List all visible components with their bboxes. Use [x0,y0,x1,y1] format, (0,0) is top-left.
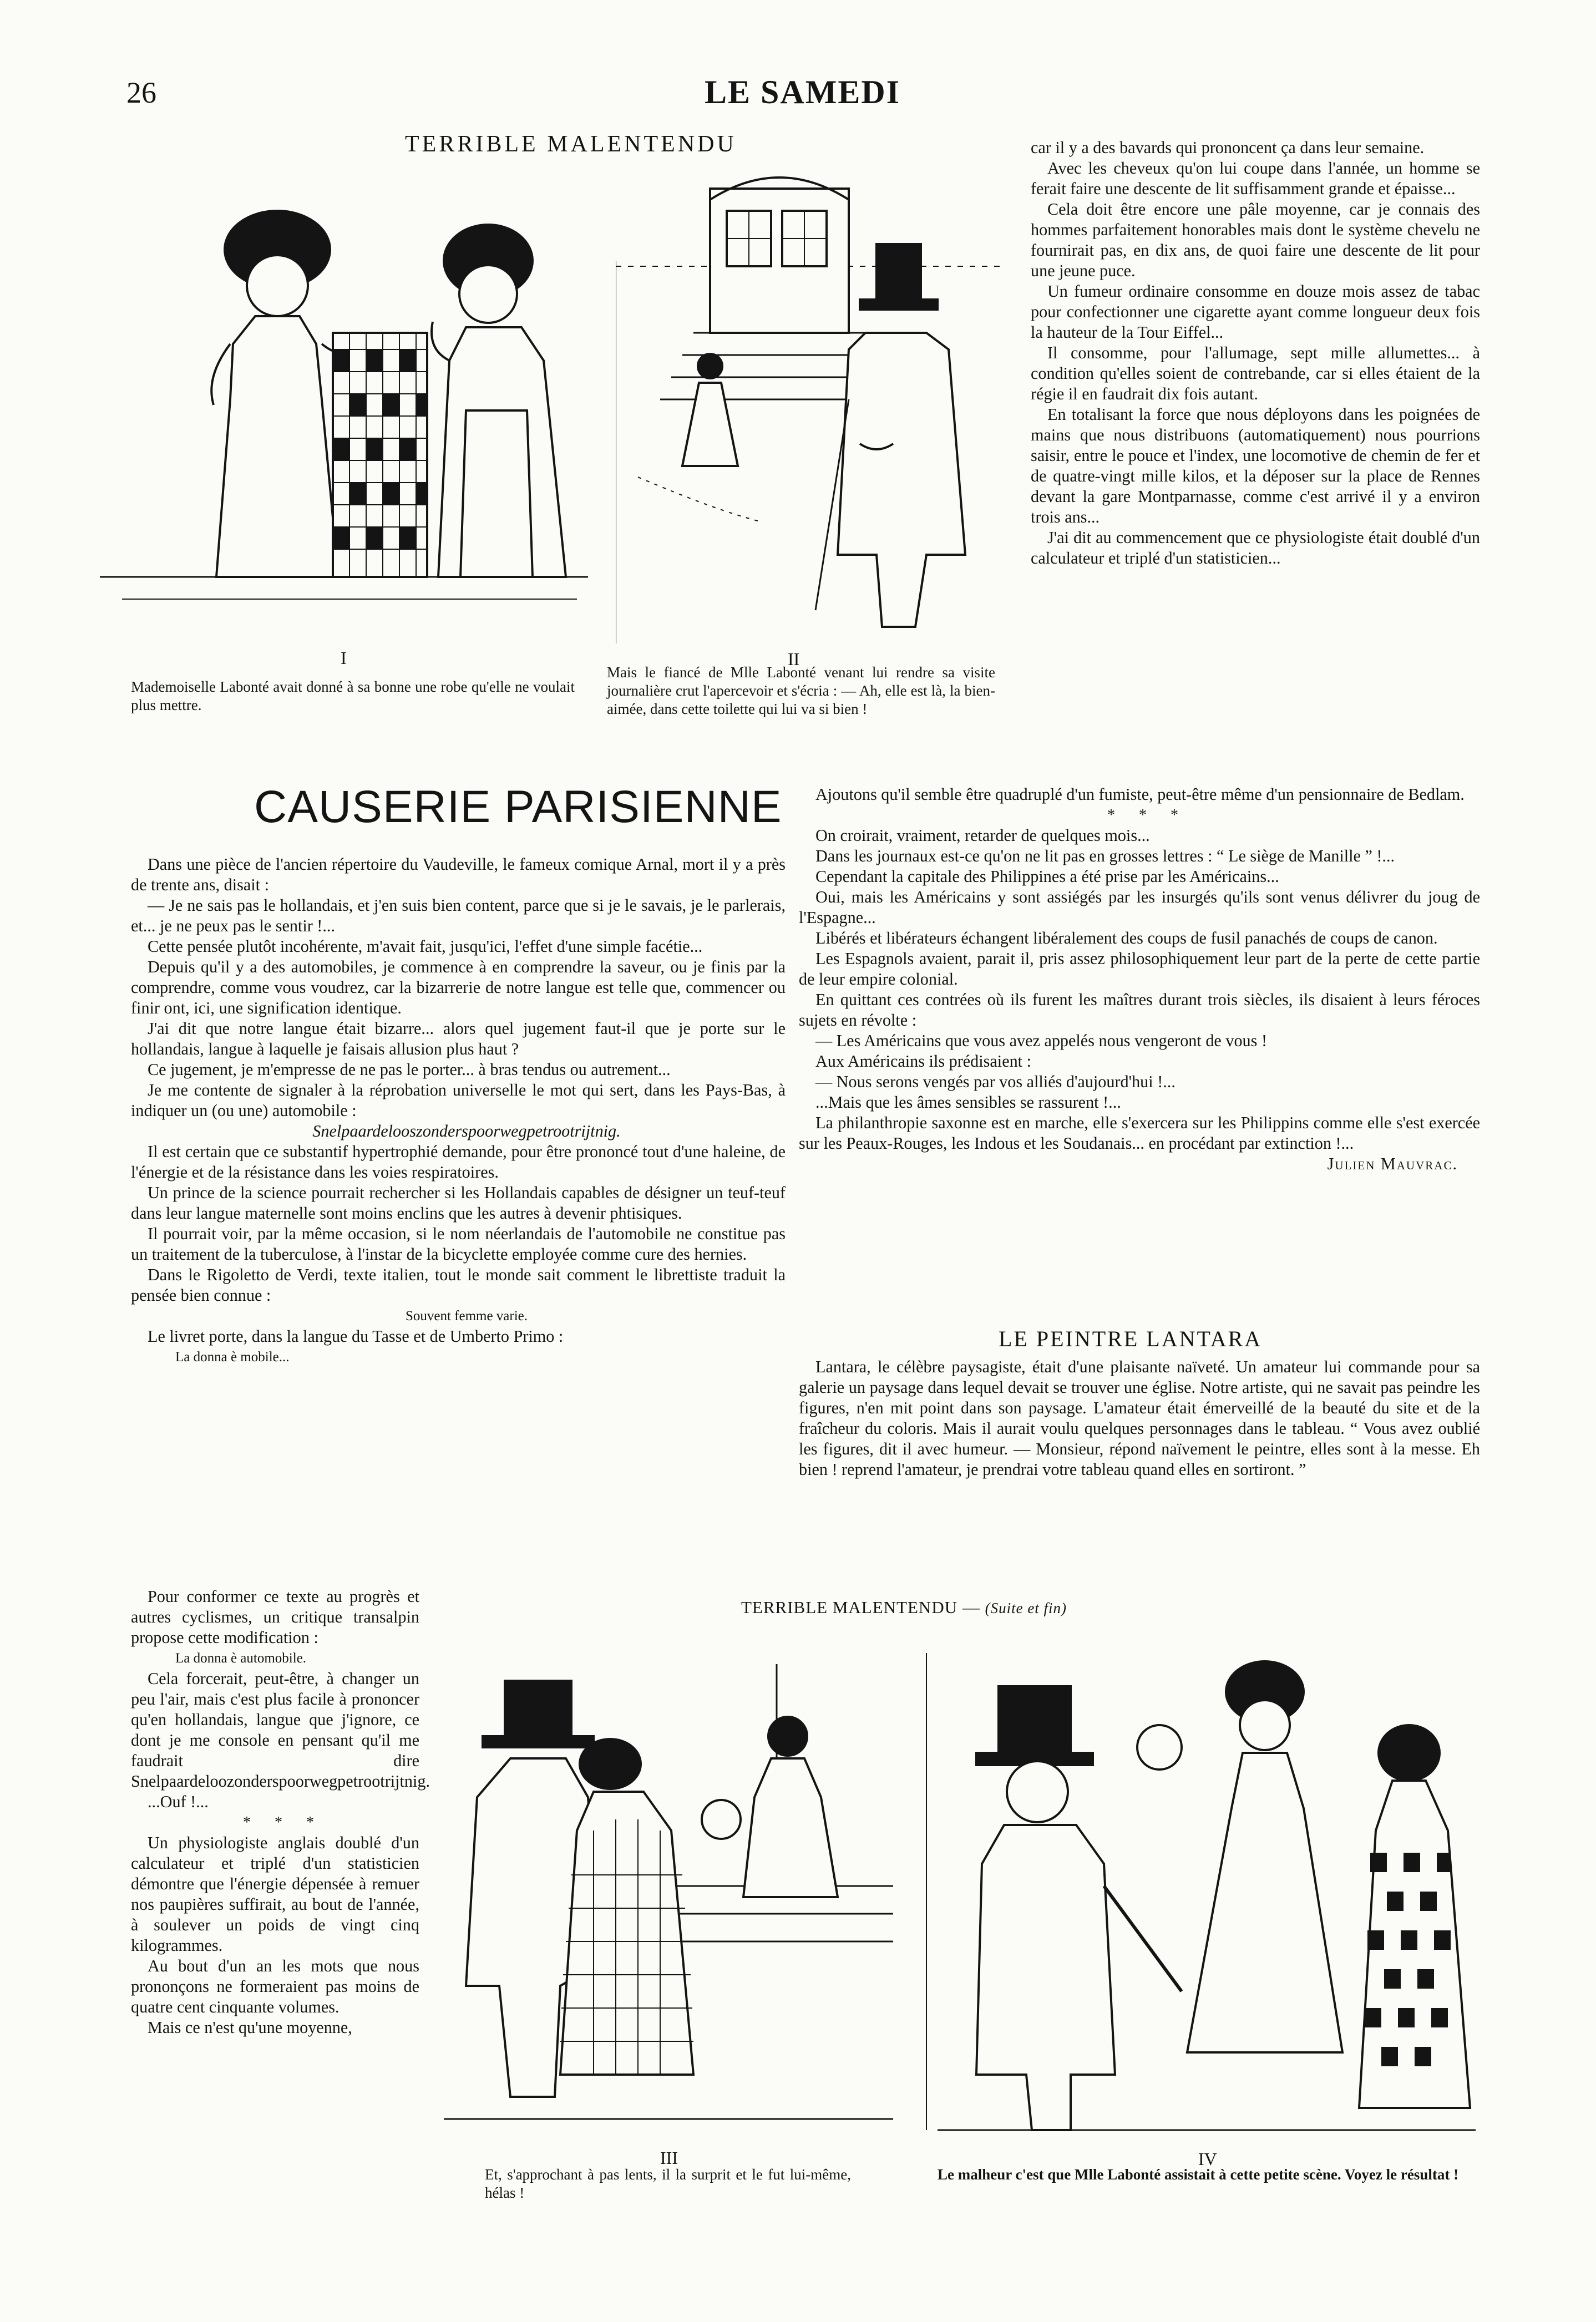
paragraph: En totalisant la force que nous déployons dans les poignées de mains que nous distribuons (automatiquement) nous pourrions saisir, entre le pouce et l'index, une locomotive de chemin de fer et de quatre-vingt mille kilos, et la déposer sur la place de Rennes devant la gare Montparnasse, comme c'est arrivé il y a environ trois ans... [1031,405,1480,526]
panel-2-numeral: II [788,649,800,669]
panel-3-caption: Et, s'approchant à pas lents, il la surprit et le fut lui-même, hélas ! [485,2166,851,2201]
panel-4-numeral: IV [1198,2149,1217,2169]
paragraph: car il y a des bavards qui prononcent ça dans leur semaine. [1031,138,1425,157]
illustration-title-top: TERRIBLE MALENTENDU [405,131,737,157]
paragraph: On croirait, vraiment, retarder de quelques mois... [815,826,1150,845]
paragraph: Cela doit être encore une pâle moyenne, car je connais des hommes parfaitement honorables mais dont le système chevelu ne fournirait pas, en dix ans, de quoi faire une descente de lit pour une jeune puce. [1031,200,1480,280]
panel-4-caption: Le malheur c'est que Mlle Labonté assistait à cette petite scène. Voyez le résultat ! [938,2166,1459,2183]
section-stars: * * * [243,1814,324,1831]
paragraph: Dans une pièce de l'ancien répertoire du Vaudeville, le fameux comique Arnal, mort il y a près de trente ans, disait : [131,855,786,894]
panel-2-caption: Mais le fiancé de Mlle Labonté venant lui rendre sa visite journalière crut l'apercevoir et s'écria : — Ah, elle est là, la bien-aimée, dans cette toilette qui lui va si bien ! [607,664,995,717]
paragraph: Les Espagnols avaient, parait il, pris assez philosophiquement leur part de la perte de cette partie de leur empire colonial. [799,949,1480,988]
dutch-word: Snelpaardelooszonderspoorwegpetrootrijtnig. [312,1122,621,1140]
right-column-middle [799,784,1480,1174]
paragraph: Libérés et libérateurs échangent libéralement des coups de fusil panachés de coups de canon. [815,929,1438,947]
paragraph: Un prince de la science pourrait rechercher si les Hollandais capables de désigner un teuf-teuf dans leur langue maternelle sont moins enclins que les autres à devenir phtisiques. [131,1183,786,1223]
illustration-panel-4 [921,1653,1481,2152]
paragraph: Dans les journaux est-ce qu'on ne lit pas en grosses lettres : “ Le siège de Manille ” !... [815,846,1395,865]
illustration-title-bottom-main: TERRIBLE MALENTENDU — [741,1598,980,1617]
right-column-top [1031,138,1480,569]
paragraph: Il est certain que ce substantif hypertrophié demande, pour être prononcé tout d'une haleine, de l'énergie et de la résistance dans les voies respiratoires. [131,1142,786,1182]
lantara-title: LE PEINTRE LANTARA [999,1326,1263,1351]
causerie-title: CAUSERIE PARISIENNE [254,782,782,832]
paragraph: Pour conformer ce texte au progrès et autres cyclismes, un critique transalpin propose cette modification : [131,1587,419,1647]
paragraph: La philanthropie saxonne est en marche, elle s'exercera sur les Philippins comme elle s'est exercée sur les Peaux-Rouges, les Indous et les Soudanais... en procédant par extinction !... [799,1113,1480,1153]
causerie-column [131,854,786,1367]
paragraph: J'ai dit au commencement que ce physiologiste était doublé d'un calculateur et triplé d'un statisticien... [1031,528,1480,567]
paragraph: — Nous serons vengés par vos alliés d'aujourd'hui !... [815,1072,1176,1091]
paragraph: Ce jugement, je m'empresse de ne pas le porter... à bras tendus ou autrement... [148,1060,671,1079]
masthead-title: LE SAMEDI [705,74,901,110]
illustration-panel-2 [616,166,1004,643]
illustration-panel-1 [89,166,599,643]
quote: La donna è automobile. [175,1651,307,1666]
illustration-panel-3 [433,1653,893,2147]
quote: La donna è mobile... [175,1350,290,1365]
paragraph: Le livret porte, dans la langue du Tasse et de Umberto Primo : [148,1327,564,1346]
paragraph: Dans le Rigoletto de Verdi, texte italien, tout le monde sait comment le librettiste traduit la pensée bien connue : [131,1265,786,1305]
paragraph: Cette pensée plutôt incohérente, m'avait fait, jusqu'ici, l'effet d'une simple facétie... [148,937,703,956]
paragraph: Un fumeur ordinaire consomme en douze mois assez de tabac pour confectionner une cigarette ayant comme longueur deux fois la hauteur de la Tour Eiffel... [1031,282,1480,342]
panel-1-caption: Mademoiselle Labonté avait donné à sa bonne une robe qu'elle ne voulait plus mettre. [131,678,575,713]
paragraph: Au bout d'un an les mots que nous prononçons ne formeraient pas moins de quatre cent cinquante volumes. [131,1956,419,2016]
paragraph: — Les Américains que vous avez appelés nous vengeront de vous ! [815,1031,1268,1050]
quote: Souvent femme varie. [405,1309,528,1324]
paragraph: ...Mais que les âmes sensibles se rassurent !... [815,1093,1121,1112]
paragraph: Il consomme, pour l'allumage, sept mille allumettes... à condition qu'elles soient de contrebande, car si elles étaient de la régie il en faudrait dix fois autant. [1031,343,1480,403]
paragraph: — Je ne sais pas le hollandais, et j'en suis bien content, parce que si je le savais, je le parlerais, et... je ne peux pas le sentir !... [131,896,786,935]
paragraph: Mais ce n'est qu'une moyenne, [148,2018,352,2037]
paragraph: ...Ouf !... [148,1792,209,1811]
illustration-title-bottom-suffix: (Suite et fin) [985,1600,1067,1616]
illustration-title-bottom [741,1598,1067,1618]
section-stars: * * * [1107,807,1188,824]
paragraph: Ajoutons qu'il semble être quadruplé d'un fumiste, peut-être même d'un pensionnaire de Bedlam. [815,785,1465,804]
paragraph: Il pourrait voir, par la même occasion, si le nom néerlandais de l'automobile ne constitue pas un traitement de la tuberculose, à l'instar de la bicyclette employée comme cure des hernies. [131,1224,786,1264]
panel-3-numeral: III [660,2148,678,2168]
paragraph: Cela forcerait, peut-être, à changer un peu l'air, mais c'est plus facile à prononcer qu'en hollandais, langue que j'ignore, ce dont je me console en pensant qu'il me faudrait dire Snelpaardeloozonderspoorwegpetrootrijtnig. [131,1669,430,1791]
paragraph: En quittant ces contrées où ils furent les maîtres durant trois siècles, ils disaient à leurs féroces sujets en révolte : [799,990,1480,1030]
lantara-text: Lantara, le célèbre paysagiste, était d'une plaisante naïveté. Un amateur lui commande pour sa galerie un paysage dans lequel devait se trouver une église. Notre artiste, qui ne savait pas peindre les figures, n'en mit point dans son paysage. L'amateur était émerveillé de la beauté du site et de la fraîcheur du coloris. Mais il aurait voulu quelques personnages dans le tableau. “ Vous avez oublié les figures, dit il avec humeur. — Monsieur, répond naïvement le peintre, elles sont à la messe. Eh bien ! reprend l'amateur, je prendrai votre tableau quand elles en sortiront. ” [799,1357,1480,1479]
paragraph: Aux Américains ils prédisaient : [815,1052,1032,1071]
paragraph: Oui, mais les Américains y sont assiégés par les insurgés qu'ils sont venus délivrer du joug de l'Espagne... [799,888,1480,927]
paragraph: Je me contente de signaler à la réprobation universelle le mot qui sert, dans les Pays-Bas, à indiquer un (ou une) automobile : [131,1081,786,1120]
paragraph: Un physiologiste anglais doublé d'un calculateur et triplé d'un statisticien démontre que l'énergie dépensée à remuer nos paupières suffirait, au bout de l'année, à soulever un poids de vingt cinq kilogrammes. [131,1833,419,1955]
page-number: 26 [126,76,156,109]
causerie-narrow-column [131,1586,430,2038]
paragraph: J'ai dit que notre langue était bizarre... alors quel jugement faut-il que je porte sur le hollandais, langue à laquelle je faisais allusion plus haut ? [131,1019,786,1058]
signature: Julien Mauvrac. [1327,1154,1458,1173]
lantara-text-block [799,1357,1480,1480]
paragraph: Cependant la capitale des Philippines a été prise par les Américains... [815,867,1279,886]
panel-1-numeral: I [341,648,347,668]
paragraph: Depuis qu'il y a des automobiles, je commence à en comprendre la saveur, ou je finis par la comprendre, comme vous voudrez, car la bizarrerie de notre langue est telle que, commencer ou finir ont, ici, une signification identique. [131,957,786,1017]
paragraph: Avec les cheveux qu'on lui coupe dans l'année, un homme se ferait faire une descente de lit suffisamment grande et épaisse... [1031,159,1480,198]
